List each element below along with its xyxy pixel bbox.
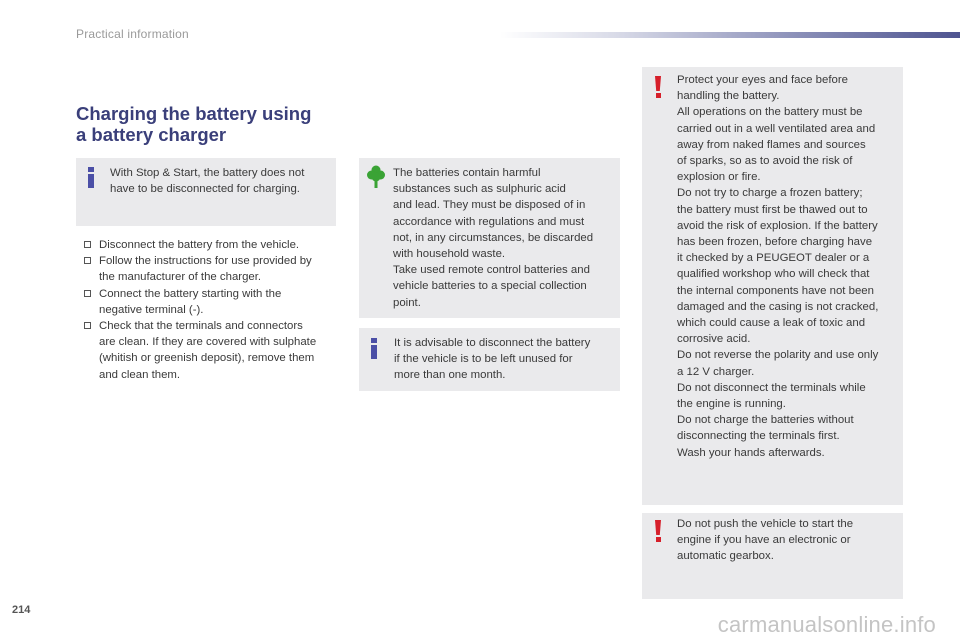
warning-icon <box>655 520 662 542</box>
environment-box <box>359 158 620 318</box>
checkbox-icon <box>84 290 91 297</box>
warning-text-line: damaged and the casing is not cracked, <box>677 300 879 313</box>
warning-text-line: of sparks, so as to avoid the risk of <box>677 155 853 168</box>
step-text: (whitish or greenish deposit), remove them <box>99 352 315 365</box>
info-text-line: have to be disconnected for charging. <box>110 183 300 196</box>
environment-text-line: substances such as sulphuric acid <box>393 183 566 196</box>
warning-text-line: the battery must first be thawed out to <box>677 203 868 216</box>
section-title <box>76 103 311 145</box>
step-text: Follow the instructions for use provided by <box>99 255 312 268</box>
environment-text-line: with household waste. <box>393 248 506 261</box>
warning-text-line: All operations on the battery must be <box>677 106 863 119</box>
checkbox-icon <box>84 322 91 329</box>
step-text: Connect the battery starting with the <box>99 287 282 300</box>
info-icon <box>88 167 95 189</box>
info-text-line: With Stop & Start, the battery does not <box>110 167 305 179</box>
watermark: carmanualsonline.info <box>717 612 936 637</box>
warning-text-line: Protect your eyes and face before <box>677 74 848 86</box>
info-text-line: more than one month. <box>394 369 506 382</box>
list-item <box>84 318 316 383</box>
environment-text-line: point. <box>393 296 421 309</box>
environment-text-line: vehicle batteries to a special collection <box>393 280 587 293</box>
environment-text-line: Take used remote control batteries and <box>393 264 590 277</box>
step-text: are clean. If they are covered with sulphate <box>99 336 317 349</box>
warning-text-line: explosion or fire. <box>677 171 761 184</box>
checkbox-icon <box>84 257 91 264</box>
environment-text-line: not, in any circumstances, be discarded <box>393 231 594 244</box>
header-gradient-bar <box>500 32 960 38</box>
environment-text-line: The batteries contain harmful <box>393 167 541 179</box>
warning-text-line: has been frozen, before charging have <box>677 236 873 249</box>
warning-text-line: it checked by a PEUGEOT dealer or a <box>677 252 870 265</box>
warning-text-line: disconnecting the terminals first. <box>677 430 840 443</box>
warning-text-line: avoid the risk of explosion. If the battery <box>677 219 878 232</box>
charging-steps-list <box>84 237 316 383</box>
warning-text-line: Do not charge the batteries without <box>677 414 854 427</box>
list-item <box>84 237 316 253</box>
step-text: and clean them. <box>99 368 181 381</box>
warning-text-line: which could cause a leak of toxic and <box>677 317 866 330</box>
section-title-line: Charging the battery using <box>76 103 312 124</box>
info-box-stop-start <box>76 158 336 226</box>
step-text: Disconnect the battery from the vehicle. <box>99 239 300 251</box>
warning-text-line: the engine is running. <box>677 398 786 411</box>
warning-box-push-start <box>642 513 903 599</box>
list-item <box>84 253 316 285</box>
step-text: negative terminal (-). <box>99 303 204 316</box>
warning-text-line: handling the battery. <box>677 90 780 103</box>
section-title-line: a battery charger <box>76 124 227 145</box>
warning-text-line: Do not try to charge a frozen battery; <box>677 187 863 200</box>
step-text: the manufacturer of the charger. <box>99 271 262 284</box>
environment-text-line: and lead. They must be disposed of in <box>393 199 586 212</box>
step-text: Check that the terminals and connectors <box>99 320 303 333</box>
info-text-line: if the vehicle is to be left unused for <box>394 353 573 366</box>
warning-text-line: Do not push the vehicle to start the <box>677 518 854 530</box>
warning-text-line: corrosive acid. <box>677 333 751 346</box>
environment-text-line: accordance with regulations and must <box>393 215 585 228</box>
warning-text-line: Wash your hands afterwards. <box>677 446 825 459</box>
warning-text-line: a 12 V charger. <box>677 365 755 378</box>
info-box-unused-vehicle <box>359 328 620 391</box>
header-title: Practical information <box>76 27 189 41</box>
warning-text-line: away from naked flames and sources <box>677 138 866 151</box>
warning-text-line: engine if you have an electronic or <box>677 534 851 547</box>
checkbox-icon <box>84 241 91 248</box>
warning-text-line: automatic gearbox. <box>677 550 774 563</box>
warning-text-line: the internal components have not been <box>677 284 874 297</box>
warning-text-line: carried out in a well ventilated area and <box>677 122 876 135</box>
warning-text-line: Do not disconnect the terminals while <box>677 381 866 394</box>
page-number: 214 <box>12 604 31 616</box>
warning-text-line: qualified workshop who will check that <box>677 268 870 281</box>
info-text-line: It is advisable to disconnect the battery <box>394 337 591 349</box>
tree-icon <box>367 165 385 189</box>
warning-icon <box>655 76 662 98</box>
warning-box-safety <box>642 67 903 505</box>
info-icon <box>371 338 378 360</box>
warning-text-line: Do not reverse the polarity and use only <box>677 349 879 362</box>
list-item <box>84 286 316 318</box>
